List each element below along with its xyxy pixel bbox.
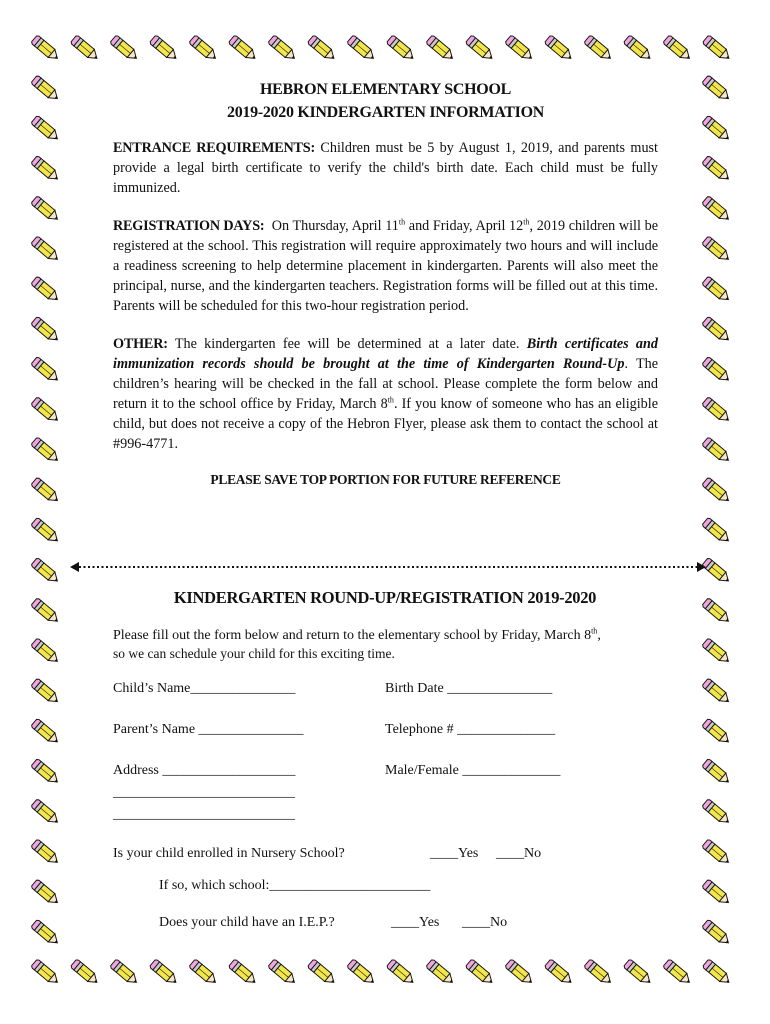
other-info — [113, 334, 658, 454]
instructions-line-1: Please fill out the form below and return to the elementary school by Friday, March 8 — [113, 628, 592, 643]
pencil-icon — [31, 477, 61, 505]
pencil-icon — [702, 75, 732, 103]
pencil-icon — [70, 35, 100, 63]
pencil-icon — [31, 35, 61, 63]
address-line-2[interactable]: __________________________ — [113, 785, 295, 800]
pencil-icon — [702, 919, 732, 947]
child-name-field[interactable]: Child’s Name_______________ — [113, 681, 296, 696]
other-sup: th — [387, 395, 394, 405]
pencil-icon — [31, 276, 61, 304]
pencil-icon — [702, 517, 732, 545]
pencil-icon — [31, 517, 61, 545]
pencil-icon — [702, 758, 732, 786]
pencil-icon — [702, 879, 732, 907]
pencil-icon — [31, 75, 61, 103]
pencil-icon — [702, 356, 732, 384]
pencil-icon — [702, 196, 732, 224]
pencil-icon — [31, 115, 61, 143]
pencil-icon — [31, 598, 61, 626]
pencil-icon — [189, 35, 219, 63]
pencil-icon — [426, 959, 456, 987]
pencil-icon — [110, 35, 140, 63]
pencil-icon — [702, 557, 732, 585]
pencil-icon — [307, 35, 337, 63]
pencil-icon — [505, 35, 535, 63]
instructions-line-2: so we can schedule your child for this exciting time. — [113, 646, 395, 661]
iep-no-option[interactable]: ____No — [462, 915, 508, 930]
registration-text-1: On Thursday, April 11 — [271, 218, 399, 234]
pencil-icon — [426, 35, 456, 63]
other-text-1: The kindergarten fee will be determined at a later date. — [174, 336, 520, 352]
pencil-icon — [268, 35, 298, 63]
pencil-icon — [702, 35, 732, 63]
registration-days — [113, 216, 658, 316]
pencil-icon — [702, 155, 732, 183]
instructions-sup: th — [591, 626, 598, 636]
iep-question: Does your child have an I.E.P.? — [159, 915, 335, 930]
page-title: 2019-2020 KINDERGARTEN INFORMATION — [227, 104, 544, 121]
pencil-icon — [505, 959, 535, 987]
address-line-3[interactable]: __________________________ — [113, 807, 295, 822]
pencil-icon — [228, 959, 258, 987]
male-female-field[interactable]: Male/Female ______________ — [385, 763, 561, 778]
pencil-icon — [663, 35, 693, 63]
pencil-icon — [347, 959, 377, 987]
pencil-icon — [31, 356, 61, 384]
nursery-question: Is your child enrolled in Nursery School? — [113, 846, 345, 861]
pencil-icon — [702, 839, 732, 867]
pencil-icon — [702, 115, 732, 143]
right-arrow-icon — [697, 562, 706, 572]
pencil-icon — [31, 718, 61, 746]
pencil-icon — [702, 236, 732, 264]
pencil-icon — [31, 839, 61, 867]
pencil-icon — [31, 758, 61, 786]
pencil-icon — [149, 959, 179, 987]
pencil-icon — [702, 959, 732, 987]
pencil-icon — [702, 316, 732, 344]
left-arrow-icon — [70, 562, 79, 572]
school-name: HEBRON ELEMENTARY SCHOOL — [260, 81, 511, 98]
entrance-label: ENTRANCE REQUIREMENTS: — [113, 140, 316, 156]
telephone-field[interactable]: Telephone # ______________ — [385, 722, 556, 737]
address-field[interactable]: Address ___________________ — [113, 763, 296, 778]
pencil-icon — [702, 678, 732, 706]
pencil-icon — [465, 959, 495, 987]
registration-text-2: and Friday, April 12 — [405, 218, 524, 234]
nursery-no-option[interactable]: ____No — [496, 846, 542, 861]
pencil-icon — [544, 959, 574, 987]
pencil-icon — [268, 959, 298, 987]
registration-sup-2: th — [523, 217, 530, 227]
birth-date-field[interactable]: Birth Date _______________ — [385, 681, 553, 696]
iep-yes-option[interactable]: ____Yes — [391, 915, 440, 930]
form-title: KINDERGARTEN ROUND-UP/REGISTRATION 2019-2020 — [173, 588, 597, 607]
pencil-icon — [31, 557, 61, 585]
save-notice: PLEASE SAVE TOP PORTION FOR FUTURE REFERENCE — [210, 472, 561, 487]
pencil-icon — [544, 35, 574, 63]
pencil-icon — [31, 437, 61, 465]
registration-sup-1: th — [398, 217, 406, 227]
pencil-icon — [31, 799, 61, 827]
entrance-requirements — [113, 138, 658, 198]
pencil-icon — [702, 437, 732, 465]
pencil-icon — [31, 196, 61, 224]
pencil-icon — [31, 879, 61, 907]
pencil-icon — [465, 35, 495, 63]
pencil-icon — [307, 959, 337, 987]
pencil-icon — [31, 919, 61, 947]
pencil-icon — [70, 959, 100, 987]
pencil-icon — [31, 959, 61, 987]
pencil-icon — [31, 678, 61, 706]
registration-label: REGISTRATION DAYS: — [113, 218, 265, 234]
pencil-icon — [110, 959, 140, 987]
pencil-icon — [31, 397, 61, 425]
pencil-icon — [149, 35, 179, 63]
pencil-icon — [347, 35, 377, 63]
cut-line — [70, 559, 706, 575]
pencil-icon — [702, 718, 732, 746]
pencil-icon — [702, 799, 732, 827]
pencil-icon — [663, 959, 693, 987]
pencil-icon — [31, 155, 61, 183]
instructions-comma: , — [597, 628, 601, 643]
pencil-icon — [584, 35, 614, 63]
pencil-icon — [189, 959, 219, 987]
pencil-icon — [623, 959, 653, 987]
pencil-icon — [228, 35, 258, 63]
pencil-icon — [386, 959, 416, 987]
pencil-icon — [584, 959, 614, 987]
entrance-text: Children must be 5 by August 1, 2019, and parents must provide a legal birth certificate to verify the child's birth date. Each child must be fully immunized. — [113, 140, 659, 196]
pencil-icon — [31, 236, 61, 264]
information-section — [113, 78, 658, 504]
pencil-icon — [702, 397, 732, 425]
pencil-icon — [623, 35, 653, 63]
pencil-icon — [702, 477, 732, 505]
nursery-yes-option[interactable]: ____Yes — [430, 846, 479, 861]
other-text-3: . If you know of someone who has an eligible child, but does not receive a copy of the Hebron Flyer, please ask them to contact the school at #996-4771. — [113, 396, 659, 452]
pencil-icon — [31, 316, 61, 344]
registration-text-3: , 2019 children will be registered at the school. This registration will require approximately two hours and will include a readiness screening to help determine placement in kindergarten. Parents will also meet the principal, nurse, and the kindergarten teachers. Registration forms will be filled out at this time. Parents will be scheduled for this two-hour registration period. — [113, 218, 658, 314]
pencil-icon — [702, 598, 732, 626]
other-text-2: . The children’s hearing will be checked in the fall at school. Please complete the form below and return it to the school office by Friday, March 8 — [113, 356, 658, 412]
form-instructions — [113, 626, 601, 646]
pencil-icon — [702, 276, 732, 304]
pencil-icon — [386, 35, 416, 63]
other-label: OTHER: — [113, 336, 168, 352]
which-school-field[interactable]: If so, which school:_______________________ — [159, 878, 431, 893]
pencil-icon — [702, 638, 732, 666]
birth-certificate-notice: Birth certificates and immunization records should be brought at the time of Kindergarten Round-Up — [113, 336, 659, 372]
parent-name-field[interactable]: Parent’s Name _______________ — [113, 722, 304, 737]
pencil-icon — [31, 638, 61, 666]
registration-form — [113, 588, 673, 930]
